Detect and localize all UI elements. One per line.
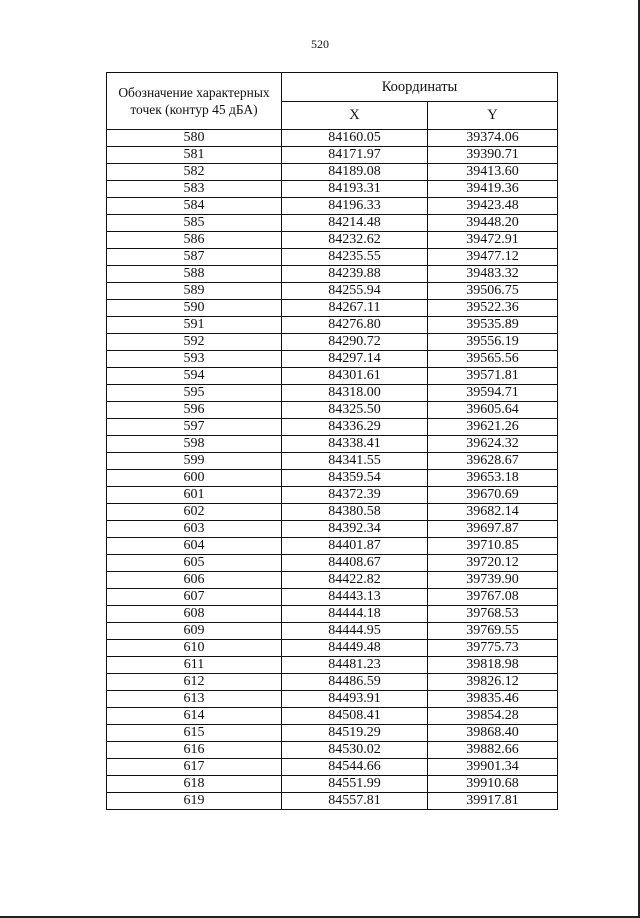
y-coordinate-cell: 39483.32 (428, 266, 558, 283)
x-coordinate-cell: 84443.13 (282, 589, 428, 606)
y-coordinate-cell: 39767.08 (428, 589, 558, 606)
y-coordinate-cell: 39472.91 (428, 232, 558, 249)
table-row (107, 504, 558, 521)
y-coordinate-cell: 39565.56 (428, 351, 558, 368)
table-row (107, 623, 558, 640)
x-coordinate-cell: 84325.50 (282, 402, 428, 419)
table-row (107, 487, 558, 504)
x-coordinate-cell: 84493.91 (282, 691, 428, 708)
y-coordinate-cell: 39739.90 (428, 572, 558, 589)
table-row (107, 317, 558, 334)
point-cell: 619 (107, 793, 282, 810)
point-cell: 603 (107, 521, 282, 538)
table-row (107, 266, 558, 283)
x-coordinate-cell: 84336.29 (282, 419, 428, 436)
y-coordinate-cell: 39413.60 (428, 164, 558, 181)
x-coordinate-cell: 84508.41 (282, 708, 428, 725)
y-coordinate-cell: 39624.32 (428, 436, 558, 453)
table-row (107, 657, 558, 674)
x-coordinate-cell: 84444.95 (282, 623, 428, 640)
y-column-header: Y (428, 101, 558, 130)
table-row (107, 606, 558, 623)
table-row (107, 640, 558, 657)
y-coordinate-cell: 39628.67 (428, 453, 558, 470)
table-row (107, 402, 558, 419)
table-row (107, 164, 558, 181)
table-row (107, 300, 558, 317)
x-coordinate-cell: 84267.11 (282, 300, 428, 317)
point-cell: 605 (107, 555, 282, 572)
point-cell: 580 (107, 130, 282, 147)
y-coordinate-cell: 39818.98 (428, 657, 558, 674)
x-coordinate-cell: 84444.18 (282, 606, 428, 623)
x-coordinate-cell: 84196.33 (282, 198, 428, 215)
x-coordinate-cell: 84235.55 (282, 249, 428, 266)
x-coordinate-cell: 84193.31 (282, 181, 428, 198)
table-row (107, 334, 558, 351)
x-coordinate-cell: 84255.94 (282, 283, 428, 300)
y-coordinate-cell: 39682.14 (428, 504, 558, 521)
x-coordinate-cell: 84408.67 (282, 555, 428, 572)
point-designation-header: Обозначение характерных точек (контур 45 дБА) (107, 73, 282, 130)
y-coordinate-cell: 39605.64 (428, 402, 558, 419)
coordinates-header: Координаты (282, 73, 558, 102)
x-coordinate-cell: 84486.59 (282, 674, 428, 691)
table-row (107, 351, 558, 368)
point-cell: 618 (107, 776, 282, 793)
table-row (107, 283, 558, 300)
point-cell: 610 (107, 640, 282, 657)
table-row (107, 708, 558, 725)
y-coordinate-cell: 39419.36 (428, 181, 558, 198)
point-cell: 586 (107, 232, 282, 249)
y-coordinate-cell: 39556.19 (428, 334, 558, 351)
y-coordinate-cell: 39448.20 (428, 215, 558, 232)
table-row (107, 555, 558, 572)
x-coordinate-cell: 84481.23 (282, 657, 428, 674)
x-coordinate-cell: 84551.99 (282, 776, 428, 793)
point-cell: 607 (107, 589, 282, 606)
point-cell: 589 (107, 283, 282, 300)
coordinates-table (106, 72, 558, 810)
y-coordinate-cell: 39835.46 (428, 691, 558, 708)
table-row (107, 521, 558, 538)
point-cell: 615 (107, 725, 282, 742)
point-cell: 584 (107, 198, 282, 215)
x-coordinate-cell: 84189.08 (282, 164, 428, 181)
y-coordinate-cell: 39374.06 (428, 130, 558, 147)
page-number: 520 (311, 37, 329, 51)
x-coordinate-cell: 84290.72 (282, 334, 428, 351)
y-coordinate-cell: 39653.18 (428, 470, 558, 487)
x-coordinate-cell: 84372.39 (282, 487, 428, 504)
x-coordinate-cell: 84530.02 (282, 742, 428, 759)
point-cell: 613 (107, 691, 282, 708)
x-coordinate-cell: 84214.48 (282, 215, 428, 232)
table-row (107, 538, 558, 555)
table-row (107, 436, 558, 453)
x-coordinate-cell: 84338.41 (282, 436, 428, 453)
table-row (107, 759, 558, 776)
point-cell: 608 (107, 606, 282, 623)
y-coordinate-cell: 39901.34 (428, 759, 558, 776)
table-row (107, 368, 558, 385)
point-cell: 597 (107, 419, 282, 436)
x-coordinate-cell: 84232.62 (282, 232, 428, 249)
point-cell: 593 (107, 351, 282, 368)
table-row (107, 419, 558, 436)
point-cell: 600 (107, 470, 282, 487)
x-coordinate-cell: 84318.00 (282, 385, 428, 402)
table-row (107, 776, 558, 793)
table-row (107, 249, 558, 266)
y-coordinate-cell: 39882.66 (428, 742, 558, 759)
point-cell: 609 (107, 623, 282, 640)
table-row (107, 793, 558, 810)
y-coordinate-cell: 39868.40 (428, 725, 558, 742)
y-coordinate-cell: 39670.69 (428, 487, 558, 504)
x-coordinate-cell: 84297.14 (282, 351, 428, 368)
x-coordinate-cell: 84160.05 (282, 130, 428, 147)
table-row (107, 385, 558, 402)
x-coordinate-cell: 84392.34 (282, 521, 428, 538)
y-coordinate-cell: 39522.36 (428, 300, 558, 317)
y-coordinate-cell: 39775.73 (428, 640, 558, 657)
x-coordinate-cell: 84359.54 (282, 470, 428, 487)
point-cell: 602 (107, 504, 282, 521)
point-cell: 590 (107, 300, 282, 317)
x-coordinate-cell: 84557.81 (282, 793, 428, 810)
table-row (107, 130, 558, 147)
point-cell: 592 (107, 334, 282, 351)
y-coordinate-cell: 39910.68 (428, 776, 558, 793)
x-coordinate-cell: 84341.55 (282, 453, 428, 470)
table-row (107, 198, 558, 215)
y-coordinate-cell: 39697.87 (428, 521, 558, 538)
point-cell: 588 (107, 266, 282, 283)
x-coordinate-cell: 84276.80 (282, 317, 428, 334)
table-row (107, 589, 558, 606)
y-coordinate-cell: 39917.81 (428, 793, 558, 810)
point-cell: 583 (107, 181, 282, 198)
point-cell: 612 (107, 674, 282, 691)
table-row (107, 147, 558, 164)
y-coordinate-cell: 39390.71 (428, 147, 558, 164)
x-coordinate-cell: 84422.82 (282, 572, 428, 589)
y-coordinate-cell: 39571.81 (428, 368, 558, 385)
table-row (107, 215, 558, 232)
x-coordinate-cell: 84239.88 (282, 266, 428, 283)
point-cell: 604 (107, 538, 282, 555)
point-cell: 606 (107, 572, 282, 589)
point-cell: 601 (107, 487, 282, 504)
y-coordinate-cell: 39710.85 (428, 538, 558, 555)
table-row (107, 453, 558, 470)
point-cell: 594 (107, 368, 282, 385)
y-coordinate-cell: 39769.55 (428, 623, 558, 640)
y-coordinate-cell: 39477.12 (428, 249, 558, 266)
point-cell: 582 (107, 164, 282, 181)
x-coordinate-cell: 84449.48 (282, 640, 428, 657)
y-coordinate-cell: 39720.12 (428, 555, 558, 572)
point-cell: 614 (107, 708, 282, 725)
point-cell: 598 (107, 436, 282, 453)
y-coordinate-cell: 39535.89 (428, 317, 558, 334)
table-row (107, 470, 558, 487)
y-coordinate-cell: 39826.12 (428, 674, 558, 691)
x-coordinate-cell: 84401.87 (282, 538, 428, 555)
x-coordinate-cell: 84301.61 (282, 368, 428, 385)
point-cell: 591 (107, 317, 282, 334)
table-row (107, 181, 558, 198)
x-coordinate-cell: 84380.58 (282, 504, 428, 521)
point-cell: 596 (107, 402, 282, 419)
point-cell: 616 (107, 742, 282, 759)
y-coordinate-cell: 39854.28 (428, 708, 558, 725)
x-column-header: X (282, 101, 428, 130)
y-coordinate-cell: 39768.53 (428, 606, 558, 623)
point-cell: 587 (107, 249, 282, 266)
point-cell: 595 (107, 385, 282, 402)
y-coordinate-cell: 39506.75 (428, 283, 558, 300)
y-coordinate-cell: 39594.71 (428, 385, 558, 402)
table-row (107, 232, 558, 249)
y-coordinate-cell: 39423.48 (428, 198, 558, 215)
point-cell: 617 (107, 759, 282, 776)
point-cell: 611 (107, 657, 282, 674)
point-cell: 581 (107, 147, 282, 164)
table-row (107, 691, 558, 708)
point-cell: 585 (107, 215, 282, 232)
header-row-top (107, 73, 558, 102)
x-coordinate-cell: 84171.97 (282, 147, 428, 164)
point-cell: 599 (107, 453, 282, 470)
table-row (107, 674, 558, 691)
table-row (107, 742, 558, 759)
table-row (107, 725, 558, 742)
table-body (107, 130, 558, 810)
table-header (107, 73, 558, 130)
x-coordinate-cell: 84544.66 (282, 759, 428, 776)
x-coordinate-cell: 84519.29 (282, 725, 428, 742)
y-coordinate-cell: 39621.26 (428, 419, 558, 436)
table-row (107, 572, 558, 589)
